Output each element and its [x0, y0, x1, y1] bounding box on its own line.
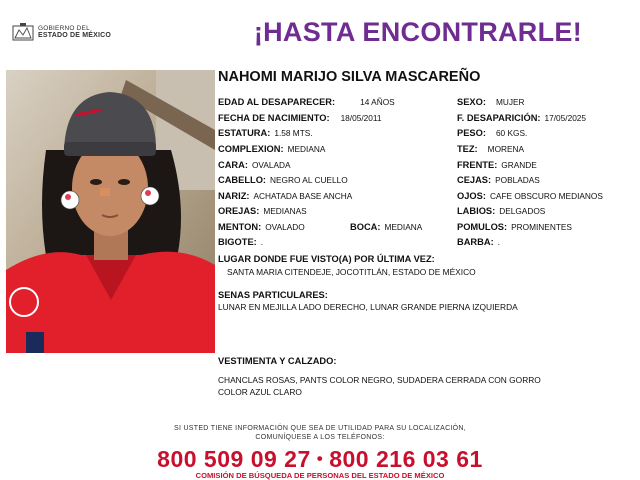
field-edad-label: EDAD AL DESAPARECER:	[218, 97, 336, 107]
field-nariz	[218, 191, 352, 201]
government-logo	[12, 22, 111, 42]
field-labios-label: LABIOS:	[457, 206, 496, 216]
field-pomulos-value: PROMINENTES	[511, 222, 572, 232]
field-edad-value: 14 AÑOS	[360, 97, 395, 107]
field-cejas-value: POBLADAS	[495, 175, 540, 185]
footer-note-line-1: SI USTED TIENE INFORMACIÓN QUE SEA DE UTILIDAD PARA SU LOCALIZACIÓN,	[173, 425, 467, 432]
field-sexo	[457, 97, 525, 107]
field-barba-value: .	[497, 237, 500, 247]
field-barba-label: BARBA:	[457, 237, 494, 247]
field-ojos-label: OJOS:	[457, 191, 486, 201]
phone-separator: •	[316, 449, 324, 468]
logo-line-2: ESTADO DE MÉXICO	[38, 32, 112, 39]
field-barba	[457, 237, 500, 247]
field-nacimiento-label: FECHA DE NACIMIENTO:	[218, 113, 330, 123]
field-edad	[218, 97, 395, 107]
field-complexion	[218, 144, 325, 154]
phone-number-1[interactable]: 800 509 09 27	[157, 446, 311, 472]
logo-line-1: GOBIERNO DEL	[38, 25, 90, 32]
field-estatura-value: 1.58 MTS.	[274, 128, 313, 138]
field-menton	[218, 222, 305, 232]
vestimenta-line-1: CHANCLAS ROSAS, PANTS COLOR NEGRO, SUDADERA CERRADA CON GORRO	[218, 375, 541, 385]
field-estatura	[218, 128, 313, 138]
field-cara-value: OVALADA	[251, 160, 291, 170]
field-nariz-value: ACHATADA BASE ANCHA	[253, 191, 353, 201]
field-cejas-label: CEJAS:	[457, 175, 492, 185]
senas-title: SENAS PARTICULARES:	[218, 290, 328, 300]
field-estatura-label: ESTATURA:	[218, 128, 271, 138]
field-orejas-label: OREJAS:	[218, 206, 260, 216]
vestimenta-title: VESTIMENTA Y CALZADO:	[218, 356, 337, 366]
field-boca	[350, 222, 422, 232]
field-nariz-label: NARIZ:	[218, 191, 250, 201]
field-orejas-value: MEDIANAS	[263, 206, 307, 216]
field-menton-label: MENTON:	[218, 222, 262, 232]
field-frente-label: FRENTE:	[457, 160, 498, 170]
senas-text: LUNAR EN MEJILLA LADO DERECHO, LUNAR GRANDE PIERNA IZQUIERDA	[218, 302, 518, 312]
field-pomulos	[457, 222, 572, 232]
phone-number-2[interactable]: 800 216 03 61	[329, 446, 483, 472]
field-cabello-label: CABELLO:	[218, 175, 267, 185]
field-ojos	[457, 191, 603, 201]
footer-note-line-2: COMUNÍQUESE A LOS TELÉFONOS:	[255, 434, 385, 441]
field-desaparicion-label: F. DESAPARICIÓN:	[457, 113, 541, 123]
vestimenta-line-2: COLOR AZUL CLARO	[218, 387, 302, 397]
missing-person-photo	[6, 70, 215, 353]
field-labios-value: DELGADOS	[499, 206, 546, 216]
field-frente	[457, 160, 537, 170]
field-tez-value: MORENA	[487, 144, 525, 154]
field-cabello-value: NEGRO AL CUELLO	[270, 175, 348, 185]
field-pomulos-label: POMULOS:	[457, 222, 508, 232]
field-tez-label: TEZ:	[457, 144, 478, 154]
field-complexion-value: MEDIANA	[287, 144, 326, 154]
person-name: NAHOMI MARIJO SILVA MASCAREÑO	[218, 69, 481, 85]
field-nacimiento-value: 18/05/2011	[340, 113, 382, 123]
government-emblem-icon	[12, 22, 34, 42]
field-cara-label: CARA:	[218, 160, 248, 170]
field-peso	[457, 128, 527, 138]
field-cabello	[218, 175, 348, 185]
field-menton-value: OVALADO	[265, 222, 305, 232]
field-bigote	[218, 237, 263, 247]
lugar-text: SANTA MARIA CITENDEJE, JOCOTITLÁN, ESTADO DE MÉXICO	[227, 267, 476, 277]
field-bigote-label: BIGOTE:	[218, 237, 257, 247]
field-peso-label: PESO:	[457, 128, 486, 138]
field-sexo-value: MUJER	[495, 97, 525, 107]
field-tez	[457, 144, 524, 154]
phone-numbers	[0, 446, 640, 473]
field-complexion-label: COMPLEXION:	[218, 144, 284, 154]
portrait-illustration	[6, 70, 215, 353]
field-cara	[218, 160, 291, 170]
field-bigote-value: .	[260, 237, 264, 247]
field-boca-label: BOCA:	[350, 222, 381, 232]
field-labios	[457, 206, 545, 216]
poster-header	[0, 0, 640, 66]
field-desaparicion-value: 17/05/2025	[544, 113, 587, 123]
headline: ¡HASTA ENCONTRARLE!	[253, 17, 582, 47]
field-cejas	[457, 175, 540, 185]
field-frente-value: GRANDE	[501, 160, 537, 170]
lugar-title: LUGAR DONDE FUE VISTO(A) POR ÚLTIMA VEZ:	[218, 254, 435, 264]
field-ojos-value: CAFE OBSCURO MEDIANOS	[489, 191, 603, 201]
field-peso-value: 60 KGS.	[495, 128, 528, 138]
field-orejas	[218, 206, 307, 216]
field-desaparicion	[457, 113, 586, 123]
field-sexo-label: SEXO:	[457, 97, 486, 107]
field-boca-value: MEDIANA	[384, 222, 423, 232]
footer-organization: COMISIÓN DE BÚSQUEDA DE PERSONAS DEL ESTADO DE MÉXICO	[195, 471, 445, 480]
field-nacimiento	[218, 113, 381, 123]
